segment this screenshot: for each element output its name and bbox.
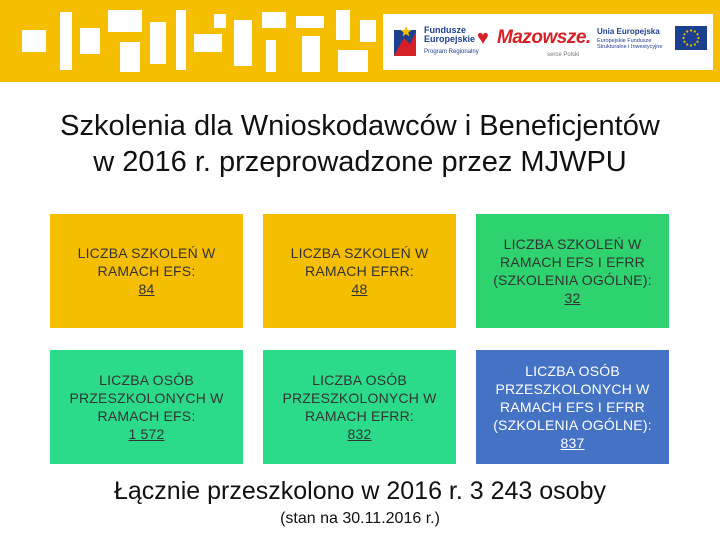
deco-block — [262, 12, 286, 28]
stat-box-trainings-efs — [50, 214, 243, 328]
mazowsze-logo-subtext: serce Polski — [547, 52, 580, 58]
as-of-date-note: (stan na 30.11.2016 r.) — [280, 510, 440, 527]
deco-block — [194, 34, 222, 52]
stat-value: 1 572 — [128, 426, 165, 442]
deco-block — [302, 36, 320, 72]
stat-label: LICZBA OSÓB PRZESZKOLONYCH W RAMACH EFS I EFRR (SZKOLENIA OGÓLNE): — [493, 363, 652, 433]
stat-value: 84 — [138, 281, 155, 297]
title-line-1: Szkolenia dla Wnioskodawców i Beneficjentów — [60, 110, 660, 142]
deco-block — [60, 12, 72, 70]
page-title — [0, 108, 720, 180]
mazowsze-logo — [477, 22, 592, 62]
deco-block — [336, 10, 350, 40]
stat-label: LICZBA SZKOLEŃ W RAMACH EFS I EFRR (SZKOLENIA OGÓLNE): — [493, 236, 652, 288]
stat-box-trained-efs — [50, 350, 243, 464]
stat-box-trained-general — [476, 350, 669, 464]
fe-logo-subtext: Program Regionalny — [424, 49, 479, 55]
stat-box-trainings-efrr — [263, 214, 456, 328]
stat-label: LICZBA OSÓB PRZESZKOLONYCH W RAMACH EFS: — [69, 372, 224, 424]
deco-block — [338, 50, 368, 72]
deco-block — [176, 10, 186, 70]
eu-flag-icon — [675, 26, 707, 50]
fe-logo-text: Fundusze Europejskie — [424, 25, 476, 44]
stat-label: LICZBA OSÓB PRZESZKOLONYCH W RAMACH EFRR: — [282, 372, 437, 424]
deco-block — [296, 16, 324, 28]
deco-block — [150, 22, 166, 64]
fundusze-europejskie-logo — [392, 22, 480, 62]
unia-europejska-logo — [597, 22, 709, 62]
stat-box-trainings-general — [476, 214, 669, 328]
deco-block — [360, 20, 376, 42]
heart-icon: ♥ — [477, 27, 489, 49]
ue-logo-subtext: Europejskie Fundusze Strukturalne i Inwestycyjne — [597, 38, 663, 50]
stat-value: 48 — [351, 281, 368, 297]
deco-block — [266, 40, 276, 72]
header-band — [0, 0, 720, 82]
stat-label: LICZBA SZKOLEŃ W RAMACH EFS: — [77, 245, 216, 279]
total-trained-summary: Łącznie przeszkolono w 2016 r. 3 243 osoby — [114, 477, 606, 505]
title-line-2: w 2016 r. przeprowadzone przez MJWPU — [93, 146, 627, 178]
fe-star-icon — [392, 24, 420, 58]
stat-value: 32 — [564, 290, 581, 306]
deco-block — [80, 28, 100, 54]
deco-block — [234, 20, 252, 66]
stat-value: 837 — [560, 435, 585, 451]
mazowsze-logo-text: Mazowsze. — [497, 27, 591, 48]
deco-block — [22, 30, 46, 52]
ue-logo-text: Unia Europejska — [597, 27, 660, 36]
deco-block — [214, 14, 226, 28]
stat-value: 832 — [347, 426, 372, 442]
deco-block — [108, 10, 142, 32]
stat-label: LICZBA SZKOLEŃ W RAMACH EFRR: — [290, 245, 429, 279]
stat-box-trained-efrr — [263, 350, 456, 464]
deco-block — [120, 42, 140, 72]
